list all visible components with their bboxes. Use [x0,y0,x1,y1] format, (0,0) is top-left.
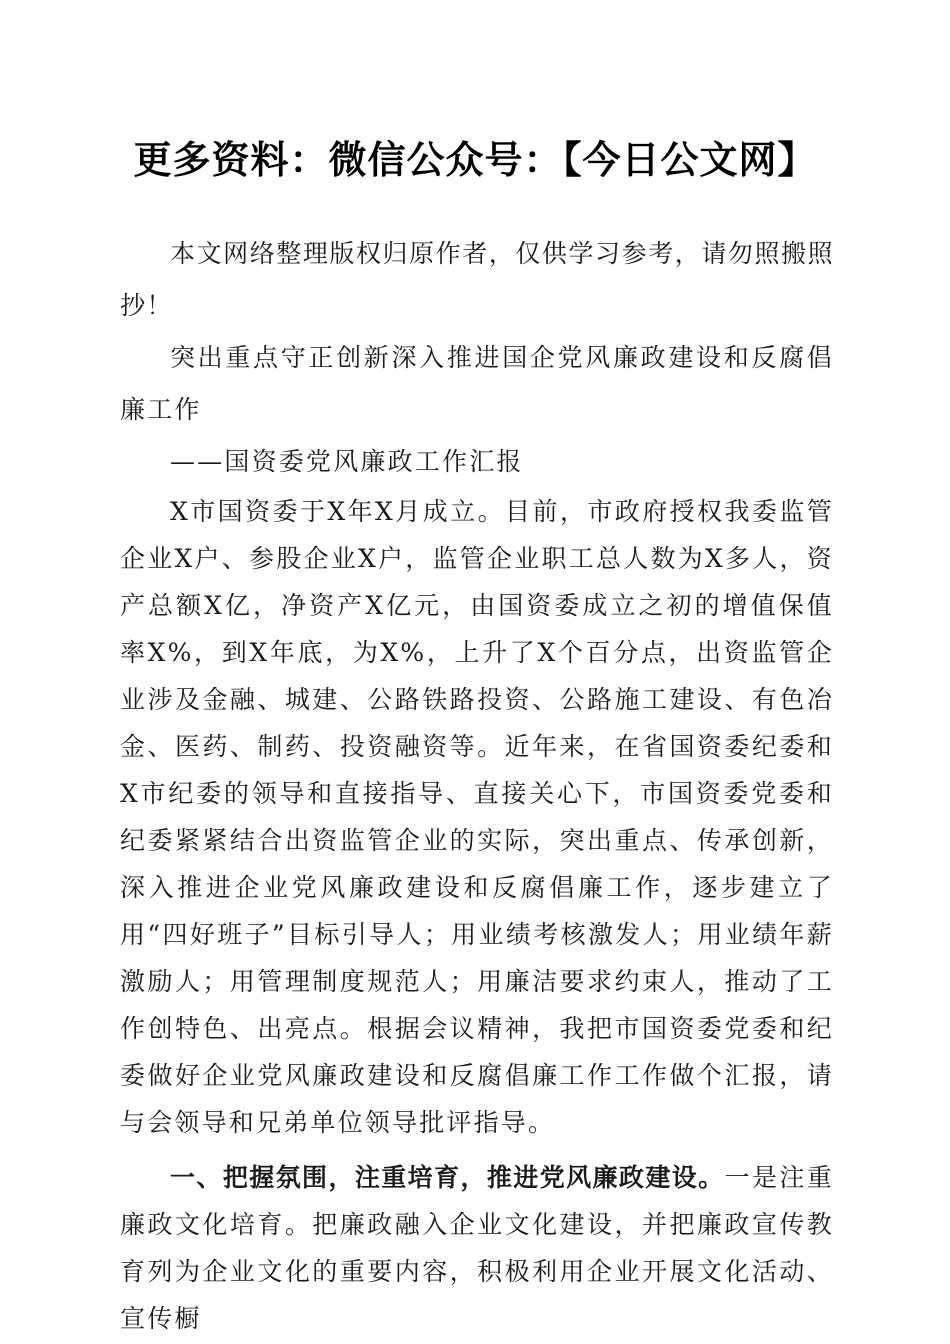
paragraph-gap [120,1146,834,1154]
header-title: 更多资料：微信公众号：【今日公文网】 [133,137,817,182]
article-title: 突出重点守正创新深入推进国企党风廉政建设和反腐倡廉工作 [120,343,834,424]
section-one-heading: 一、把握氛围，注重培育，推进党风廉政建设。 [170,1163,725,1192]
article-subtitle: ——国资委党风廉政工作汇报 [170,447,524,476]
document-body [120,228,834,1342]
copyright-notice: 本文网络整理版权归原作者，仅供学习参考，请勿照搬照抄！ [120,239,834,320]
intro-paragraph: X市国资委于X年X月成立。目前，市政府授权我委监管企业X户、参股企业X户，监管企业职工总人数为X多人，资产总额X亿，净资产X亿元，由国资委成立之初的增值保值率X%，到X年底，为X%，上升了X个百分点，出资监管企业涉及金融、城建、公路铁路投资、公路施工建设、有色冶金、医药、制药、投资融资等。近年来，在省国资委纪委和X市纪委的领导和直接指导、直接关心下，市国资委党委和纪委紧紧结合出资监管企业的实际，突出重点、传承创新，深入推进企业党风廉政建设和反腐倡廉工作，逐步建立了用“四好班子”目标引导人；用业绩考核激发人；用业绩年薪激励人；用管理制度规范人；用廉洁要求约束人，推动了工作创特色、出亮点。根据会议精神，我把市国资委党委和纪委做好企业党风廉政建设和反腐倡廉工作工作做个汇报，请与会领导和兄弟单位领导批评指导。 [120,497,834,1137]
section-one-text: 一是注重廉政文化培育。把廉政融入企业文化建设，并把廉政宣传教育列为企业文化的重要内容，积极利用企业开展文化活动、宣传橱 [120,1163,835,1333]
section-one-paragraph [120,1154,834,1342]
